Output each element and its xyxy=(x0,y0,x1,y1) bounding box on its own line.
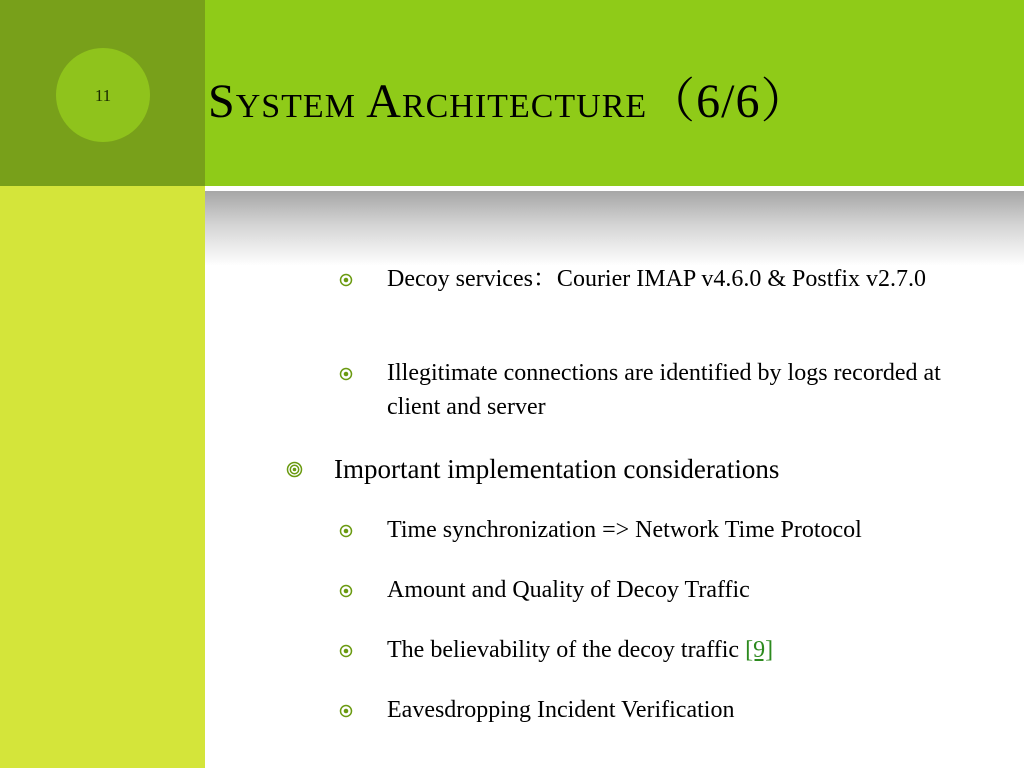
ring-dot-bullet-icon xyxy=(339,273,353,287)
ring-dot-bullet-icon xyxy=(339,584,353,598)
double-ring-bullet-icon xyxy=(286,461,303,478)
bullet-believability-text: The believability of the decoy traffic xyxy=(387,637,746,663)
slide-title: System Architecture（6/6） xyxy=(208,75,810,128)
left-side-panel xyxy=(0,186,205,768)
bullet-illegitimate-connections: Illegitimate connections are identified by logs recorded at client and server xyxy=(387,360,941,420)
ring-dot-bullet-icon xyxy=(339,644,353,658)
header-shadow xyxy=(205,191,1024,266)
ring-dot-bullet-icon xyxy=(339,367,353,381)
bullet-decoy-services: Decoy services：Courier IMAP v4.6.0 & Postfix v2.7.0 xyxy=(387,266,927,292)
ring-dot-bullet-icon xyxy=(339,524,353,538)
ring-dot-bullet-icon xyxy=(339,704,353,718)
slide-number: 11 xyxy=(94,86,112,105)
bullet-time-sync: Time synchronization => Network Time Protocol xyxy=(387,517,862,543)
bullet-eavesdropping-verification: Eavesdropping Incident Verification xyxy=(387,697,735,723)
bullet-implementation-considerations: Important implementation considerations xyxy=(334,454,780,484)
bullet-decoy-traffic-quality: Amount and Quality of Decoy Traffic xyxy=(387,577,750,603)
citation-link[interactable]: [9] xyxy=(745,637,774,663)
bullet-believability xyxy=(387,633,987,667)
